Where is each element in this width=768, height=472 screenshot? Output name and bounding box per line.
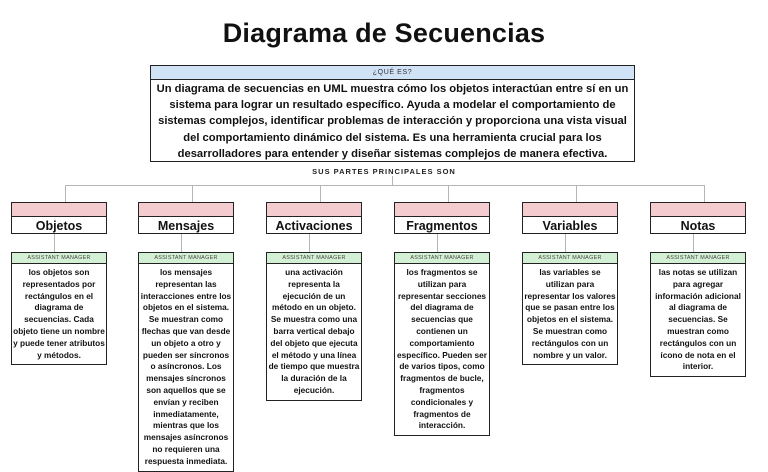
parts-label: SUS PARTES PRINCIPALES SON xyxy=(312,167,456,176)
part-notas xyxy=(650,202,746,234)
part-tag: ASSISTANT MANAGER xyxy=(12,253,106,264)
part-header xyxy=(650,202,746,234)
part-name: Variables xyxy=(542,219,598,233)
part-description-fragmentos xyxy=(394,252,490,436)
part-header xyxy=(266,202,362,234)
part-name: Activaciones xyxy=(275,219,353,233)
part-description-text: los fragmentos se utilizan para representar secciones del diagrama de secuencias que contienen un comportamiento específico. Pueden ser de varios tipos, como fragmentos de bucle, fragmentos condicionales y fragmentos de interacción. xyxy=(397,267,487,431)
part-tag: ASSISTANT MANAGER xyxy=(139,253,233,264)
part-fragmentos xyxy=(394,202,490,234)
part-description-text: las variables se utilizan para representar los valores que se pasan entre los objetos en el sistema. Se muestran como rectángulos con un nombre y un valor. xyxy=(524,267,616,360)
part-color-strip xyxy=(651,203,745,217)
part-color-strip xyxy=(139,203,233,217)
part-color-strip xyxy=(267,203,361,217)
part-variables xyxy=(522,202,618,234)
part-color-strip xyxy=(395,203,489,217)
part-description-text: los mensajes representan las interacciones entre los objetos en el sistema. Se muestran como flechas que van desde un objeto a otro y pueden ser síncronos o asíncronos. Los mensajes síncronos son aquellos que se envían y reciben inmediatamente, mientras que los mensajes asíncronos no requieren una respuesta inmediata. xyxy=(140,267,232,466)
part-name: Mensajes xyxy=(157,219,215,233)
part-objetos xyxy=(11,202,107,234)
part-name: Objetos xyxy=(35,219,83,233)
part-name: Fragmentos xyxy=(406,219,478,233)
part-description-notas xyxy=(650,252,746,377)
part-header xyxy=(11,202,107,234)
part-description-variables xyxy=(522,252,618,365)
part-header xyxy=(138,202,234,234)
part-description-text: una activación representa la ejecución de un método en un objeto. Se muestra como una barra vertical debajo del objeto que ejecuta el método y una línea de tiempo que muestra la duración de la ejecución. xyxy=(268,267,360,395)
diagram-title: Diagrama de Secuencias xyxy=(222,18,546,48)
part-description-activaciones xyxy=(266,252,362,401)
part-description-text: las notas se utilizan para agregar información adicional al diagrama de secuencias. Se muestran como rectángulos con un ícono de nota en el interior. xyxy=(655,267,741,372)
part-description-objetos xyxy=(11,252,107,365)
definition-header: ¿QUÉ ES? xyxy=(151,66,634,80)
part-tag: ASSISTANT MANAGER xyxy=(523,253,617,264)
part-header xyxy=(522,202,618,234)
definition-text: Un diagrama de secuencias en UML muestra cómo los objetos interactúan entre sí en un sistema para lograr un resultado específico. Ayuda a modelar el comportamiento de sistemas complejos, identificar problemas de interacción y proporciona una vista visual del comportamiento dinámico del sistema. Es una herramienta crucial para los desarrolladores para entender y diseñar sistemas complejos de manera efectiva. xyxy=(156,83,629,160)
part-color-strip xyxy=(12,203,106,217)
part-header xyxy=(394,202,490,234)
part-color-strip xyxy=(523,203,617,217)
part-tag: ASSISTANT MANAGER xyxy=(267,253,361,264)
part-description-mensajes xyxy=(138,252,234,472)
part-mensajes xyxy=(138,202,234,234)
part-name: Notas xyxy=(680,219,716,233)
part-activaciones xyxy=(266,202,362,234)
part-tag: ASSISTANT MANAGER xyxy=(395,253,489,264)
part-tag: ASSISTANT MANAGER xyxy=(651,253,745,264)
part-description-text: los objetos son representados por rectángulos en el diagrama de secuencias. Cada objeto tiene un nombre y puede tener atributos y métodos. xyxy=(13,267,105,360)
